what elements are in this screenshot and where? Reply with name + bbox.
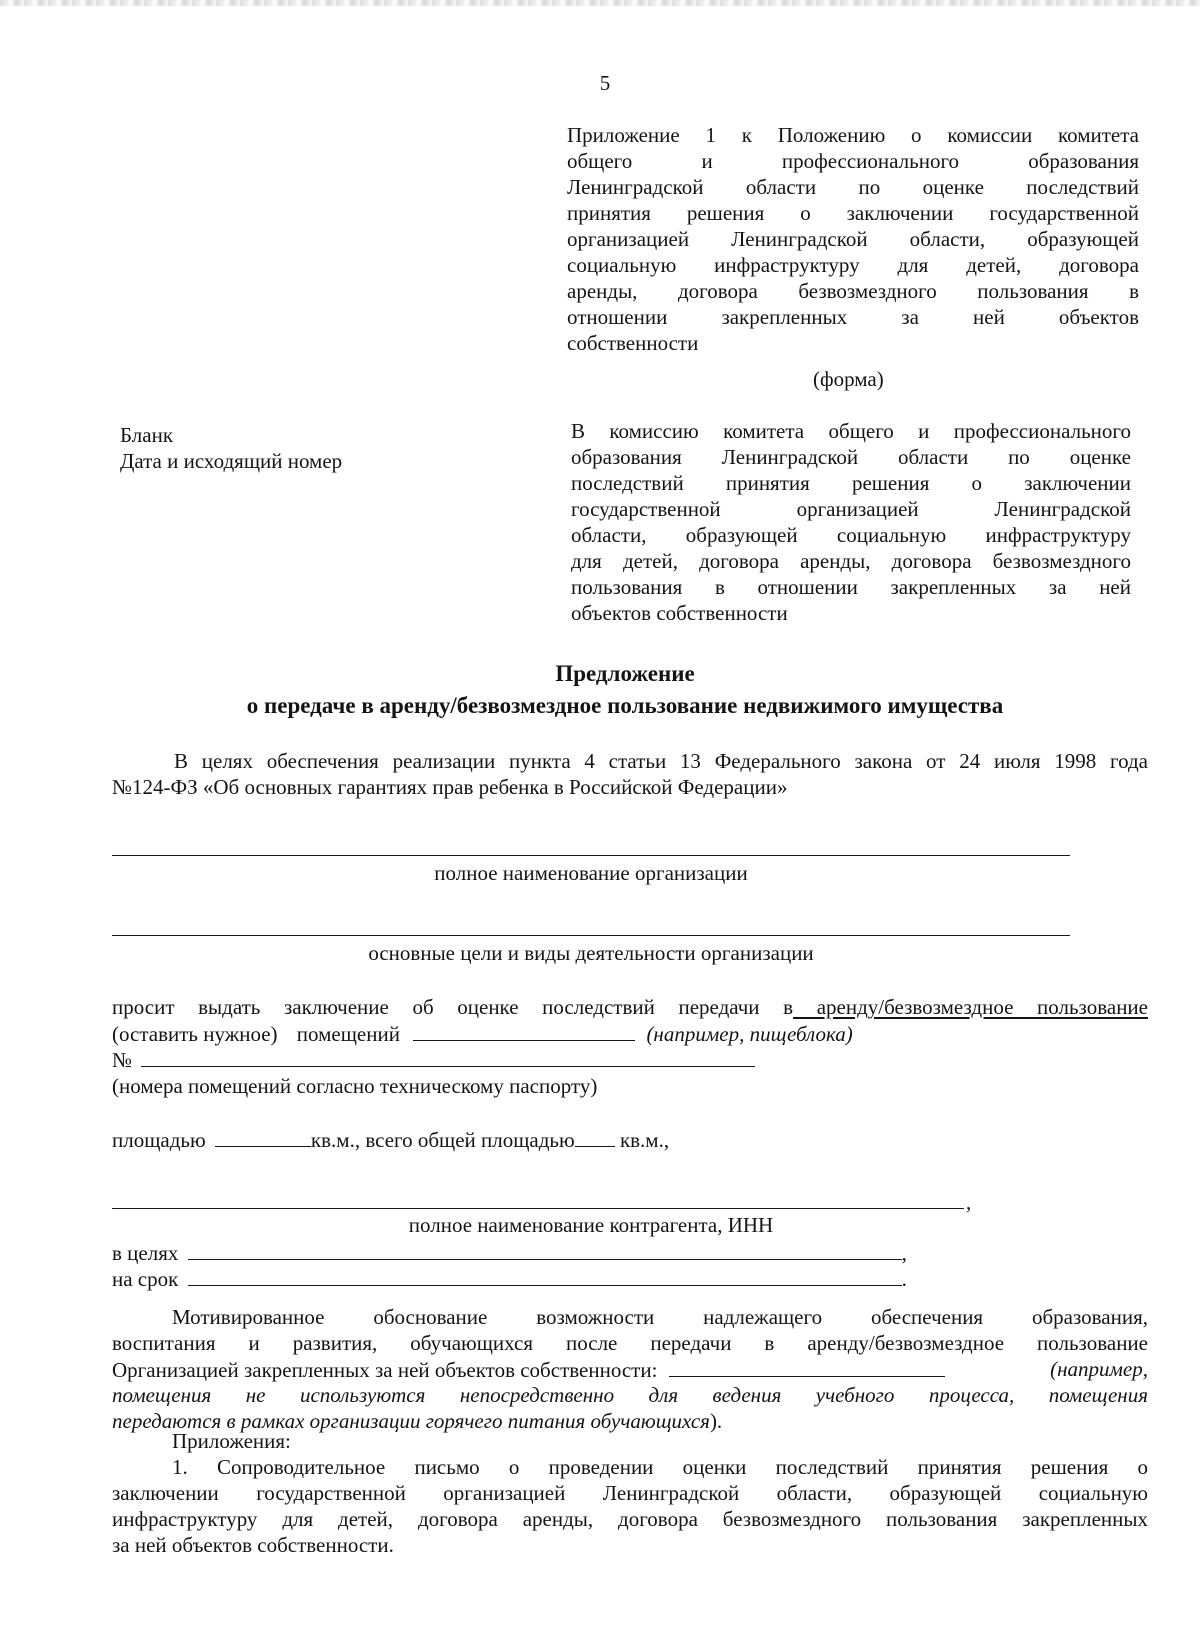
date-number-label: Дата и исходящий номер xyxy=(120,449,343,473)
purpose-input[interactable] xyxy=(188,1239,902,1260)
motivation-text: Организацией закрепленных за ней объектов собственности: xyxy=(112,1358,658,1382)
addressee-line: объектов собственности xyxy=(571,601,788,625)
addressee-line: В комиссию комитета общего и профессионального xyxy=(571,419,1131,443)
motivation-line: Мотивированное обоснование возможности надлежащего обеспечения образования, xyxy=(172,1305,1148,1329)
rooms-caption: (номера помещений согласно техническому паспорту) xyxy=(112,1074,598,1098)
appendix-line: собственности xyxy=(567,331,699,355)
addressee-line: пользования в отношении закрепленных за ней xyxy=(571,575,1131,599)
purpose-row xyxy=(112,1239,907,1266)
purpose-label: в целях xyxy=(112,1241,179,1265)
term-label: на срок xyxy=(112,1267,179,1291)
page-number: 5 xyxy=(599,71,611,95)
counterparty-caption: полное наименование контрагента, ИНН xyxy=(408,1213,774,1237)
org-goals-line[interactable] xyxy=(112,935,1070,936)
counterparty-line[interactable] xyxy=(112,1208,964,1209)
intro-paragraph xyxy=(112,748,1148,800)
attachment-item-line: инфраструктуру для детей, договора аренды, договора безвозмездного пользования закрепленных xyxy=(112,1507,1148,1531)
total-area-input[interactable] xyxy=(575,1126,615,1147)
appendix-header xyxy=(567,122,1139,356)
document-title: Предложение xyxy=(555,661,695,686)
motivation-example: помещения не используются непосредственно для ведения учебного процесса, помещения xyxy=(112,1383,1148,1407)
intro-line: №124-ФЗ «Об основных гарантиях прав ребенка в Российской Федерации» xyxy=(112,775,788,799)
premises-label: помещений xyxy=(296,1022,400,1046)
area-row xyxy=(112,1126,669,1153)
premises-example: (например, пищеблока) xyxy=(646,1022,853,1046)
request-text-row xyxy=(112,994,1148,1020)
document-subtitle: о передаче в аренду/безвозмездное пользование недвижимого имущества xyxy=(246,693,1004,718)
org-goals-caption: основные цели и виды деятельности организации xyxy=(368,941,814,965)
request-line-2 xyxy=(112,1020,853,1047)
attachment-item-line: за ней объектов собственности. xyxy=(112,1533,394,1557)
total-area-unit: кв.м., xyxy=(619,1128,670,1152)
addressee-block xyxy=(571,418,1131,626)
blank-label: Бланк xyxy=(120,423,174,447)
intro-line: В целях обеспечения реализации пункта 4 статьи 13 Федерального закона от 24 июля 1998 года xyxy=(174,749,1148,773)
room-number-row xyxy=(112,1046,755,1073)
request-line-1 xyxy=(112,994,1148,1020)
leave-needed-note: (оставить нужное) xyxy=(112,1022,278,1046)
addressee-line: последствий принятия решения о заключении xyxy=(571,471,1131,495)
term-row xyxy=(112,1265,907,1292)
room-number-input[interactable] xyxy=(141,1046,755,1067)
appendix-line: аренды, договора безвозмездного пользования в xyxy=(567,279,1139,303)
premises-input[interactable] xyxy=(413,1020,635,1041)
appendix-line: Ленинградской области по оценке последствий xyxy=(567,175,1139,199)
form-label: (форма) xyxy=(813,367,884,391)
addressee-line: государственной организацией Ленинградской xyxy=(571,497,1131,521)
org-name-line[interactable] xyxy=(112,855,1070,856)
appendix-line: общего и профессионального образования xyxy=(567,149,1139,173)
motivation-paragraph xyxy=(112,1304,1148,1434)
scan-edge xyxy=(0,0,1200,6)
addressee-line: области, образующей социальную инфраструктуру xyxy=(571,523,1131,547)
area-input[interactable] xyxy=(215,1126,311,1147)
motivation-line-3 xyxy=(112,1356,1148,1382)
attachment-item-line: 1. Сопроводительное письмо о проведении оценки последствий принятия решения о xyxy=(172,1455,1148,1479)
appendix-line: Приложение 1 к Положению о комиссии комитета xyxy=(567,123,1139,147)
motivation-close: ). xyxy=(709,1409,723,1433)
term-input[interactable] xyxy=(188,1265,902,1286)
appendix-line: организацией Ленинградской области, образующей xyxy=(567,227,1139,251)
addressee-line: образования Ленинградской области по оценке xyxy=(571,445,1131,469)
motivation-input[interactable] xyxy=(669,1356,945,1377)
attachments-heading: Приложения: xyxy=(172,1429,291,1453)
lease-type-option[interactable]: аренду/безвозмездное пользование xyxy=(793,995,1148,1019)
appendix-line: отношении закрепленных за ней объектов xyxy=(567,305,1139,329)
motivation-line: воспитания и развития, обучающихся после передачи в аренду/безвозмездное пользование xyxy=(112,1331,1148,1355)
motivation-example-start: (например, xyxy=(1050,1357,1148,1381)
number-sign: № xyxy=(112,1048,133,1072)
area-unit-total-label: кв.м., всего общей площадью xyxy=(310,1128,575,1152)
request-text: просит выдать заключение об оценке последствий передачи в xyxy=(112,995,794,1019)
letterhead-blank-label xyxy=(120,422,342,474)
attachment-item-line: заключении государственной организацией Ленинградской области, образующей социальную xyxy=(112,1481,1148,1505)
counterparty-comma: , xyxy=(966,1190,972,1214)
appendix-line: принятия решения о заключении государственной xyxy=(567,201,1139,225)
term-end: . xyxy=(901,1267,907,1291)
org-name-caption: полное наименование организации xyxy=(434,861,748,885)
motivation-example-end: передаются в рамках организации горячего питания обучающихся xyxy=(112,1409,710,1433)
purpose-end: , xyxy=(901,1241,907,1265)
addressee-line: для детей, договора аренды, договора безвозмездного xyxy=(571,549,1131,573)
area-label: площадью xyxy=(112,1128,206,1152)
attachments-list xyxy=(112,1454,1148,1558)
appendix-line: социальную инфраструктуру для детей, договора xyxy=(567,253,1139,277)
